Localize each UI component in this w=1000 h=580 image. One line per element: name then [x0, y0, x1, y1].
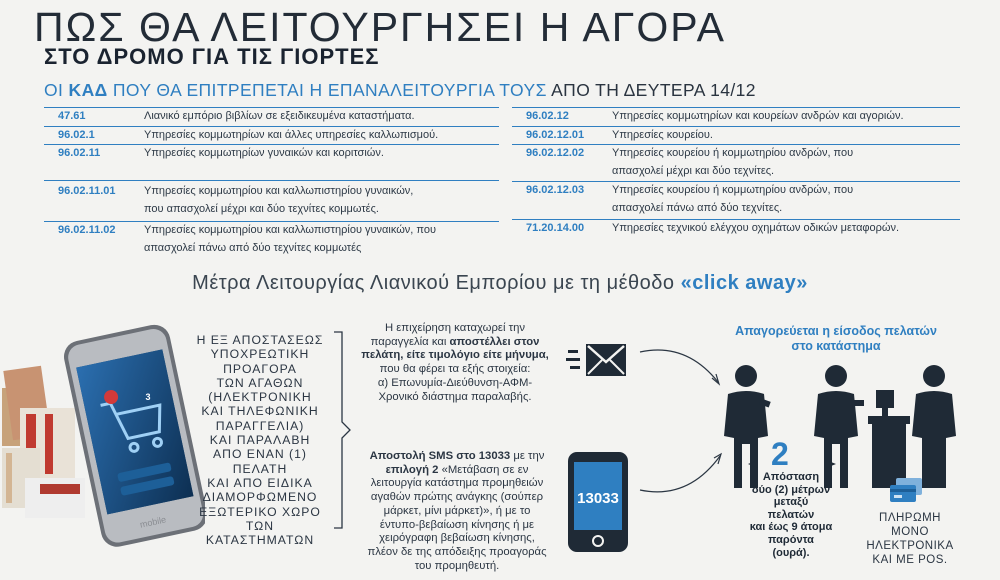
kad-description: Υπηρεσίες κομμωτηρίων γυναικών και κοριτσιών.	[144, 147, 384, 159]
kad-heading-bold: ΚΑΔ	[68, 80, 108, 100]
kad-code: 96.02.12.02	[526, 147, 585, 159]
kad-description: Υπηρεσίες τεχνικού ελέγχου οχημάτων οδικών μεταφορών.	[612, 222, 900, 234]
kad-description: Υπηρεσίες κομμωτηρίων και κουρείων ανδρών και αγοριών.	[612, 110, 904, 122]
kad-description: Υπηρεσίες κομμωτηρίου και καλλωπιστηρίου γυναικών, που απασχολεί μέχρι και δύο τεχνίτες κομμωτές.	[144, 185, 414, 215]
table-row	[512, 220, 960, 238]
kad-code: 96.02.12.03	[526, 184, 585, 196]
table-row	[44, 108, 499, 127]
table-row	[44, 145, 499, 181]
cart-badge-count: 3	[145, 392, 151, 402]
kad-code: 96.02.1	[58, 128, 95, 141]
phone-brand: mobile	[138, 514, 167, 530]
table-row	[512, 108, 960, 127]
table-row	[44, 181, 499, 222]
left-info-text: Η ΕΞ ΑΠΟΣΤΑΣΕΩΣ ΥΠΟΧΡΕΩΤΙΚΗ ΠΡΟΑΓΟΡΑ ΤΩΝ ΑΓΑΘΩΝ (ΗΛΕΚΤΡΟΝΙΚΗ ΚΑΙ ΤΗΛΕΦΩΝΙΚΗ ΠΑΡΑΓΓΕΛΙΑ) ΚΑΙ ΠΑΡΑΛΑΒΗ ΑΠΟ ΕΝΑΝ (1) ΠΕΛΑΤΗ ΚΑΙ ΑΠΟ ΕΙΔΙΚΑ ΔΙΑΜΟΡΦΩΜΕΝΟ ΕΞΩΤΕΡΙΚΟ ΧΩΡΟ ΤΩΝ ΚΑΤΑΣΤΗΜΑΤΩΝ	[196, 333, 324, 548]
kad-description: Υπηρεσίες κομμωτηρίου και καλλωπιστηρίου γυναικών, που απασχολεί πάνω από δύο τεχνίτες κομμωτές	[144, 224, 436, 254]
kad-heading	[44, 80, 756, 101]
kad-table-left	[44, 107, 499, 257]
kad-heading-prefix: ΟΙ	[44, 80, 64, 100]
table-row	[44, 127, 499, 146]
person-icon	[912, 365, 956, 488]
payment-info: ΠΛΗΡΩΜΗ ΜΟΝΟ ΗΛΕΚΤΡΟΝΙΚΑ ΚΑΙ ΜΕ POS.	[866, 512, 954, 566]
kad-heading-suffix: ΑΠΟ ΤΗ ΔΕΥΤΕΡΑ 14/12	[551, 80, 756, 100]
click-away-heading-text: Μέτρα Λειτουργίας Λιανικού Εμπορίου με τη μέθοδο	[192, 272, 675, 294]
person-icon	[814, 365, 864, 488]
table-row	[512, 182, 960, 220]
kad-code: 96.02.11.02	[58, 224, 116, 236]
kad-description: Υπηρεσίες κουρείου.	[612, 128, 713, 141]
table-row	[512, 127, 960, 146]
kad-code: 71.20.14.00	[526, 222, 585, 234]
order-process-text: Η επιχείρηση καταχωρεί την παραγγελία και αποστέλλει στον πελάτη, είτε τιμολόγιο είτε μήνυμα, που θα φέρει τα εξής στοιχεία: α) Επωνυμία-Διεύθυνση-ΑΦΜ- Χρονικό διάστημα παραλαβής.	[361, 322, 549, 403]
distance-number: 2	[771, 436, 789, 472]
sms-number: 13033	[577, 490, 619, 507]
kad-description: Υπηρεσίες κουρείου ή κομμωτηρίου ανδρών, που απασχολεί μέχρι και δύο τεχνίτες.	[612, 147, 854, 177]
page-subtitle: ΣΤΟ ΔΡΟΜΟ ΓΙΑ ΤΙΣ ΓΙΟΡΤΕΣ	[44, 44, 380, 69]
person-icon	[724, 365, 771, 488]
kad-table-right	[512, 107, 960, 238]
credit-card-icon	[888, 476, 924, 506]
kad-code: 47.61	[58, 110, 86, 122]
kad-code: 96.02.11.01	[58, 185, 116, 197]
table-row	[44, 222, 499, 257]
kad-code: 96.02.12	[526, 110, 569, 122]
kad-description: Υπηρεσίες κομμωτηρίων και άλλες υπηρεσίες καλλωπισμού.	[144, 128, 439, 141]
kad-description: Λιανικό εμπόριο βιβλίων σε εξειδικευμένα καταστήματα.	[144, 110, 415, 122]
kad-description: Υπηρεσίες κουρείου ή κομμωτηρίου ανδρών, που απασχολεί πάνω από δύο τεχνίτες.	[612, 184, 854, 214]
phone-shopping-illustration	[0, 318, 205, 550]
kad-heading-middle: ΠΟΥ ΘΑ ΕΠΙΤΡΕΠΕΤΑΙ Η ΕΠΑΝΑΛΕΙΤΟΥΡΓΙΑ ΤΟΥΣ	[112, 80, 547, 100]
sms-phone-icon	[566, 450, 632, 554]
distance-text: Απόσταση δύο (2) μέτρων μεταξύ πελατών και έως 9 άτομα παρόντα (ουρά).	[749, 471, 833, 559]
click-away-heading	[0, 272, 1000, 295]
click-away-heading-bold: «click away»	[680, 272, 808, 294]
mail-icon	[566, 340, 630, 384]
cash-register-icon	[868, 390, 910, 488]
no-entry-notice: Απαγορεύεται η είσοδος πελατών στο κατάστημα	[735, 324, 937, 353]
kad-code: 96.02.12.01	[526, 128, 585, 141]
table-row	[512, 145, 960, 182]
kad-code: 96.02.11	[58, 147, 101, 159]
page-title: ΠΩΣ ΘΑ ΛΕΙΤΟΥΡΓΗΣΕΙ Η ΑΓΟΡΑ	[34, 4, 726, 50]
sms-instructions-text: Αποστολή SMS στο 13033 με την επιλογή 2 «Μετάβαση σε εν λειτουργία κατάστημα προμηθειών αγαθών πρώτης ανάγκης (σούπερ μάρκετ, μίνι μάρκετ)», ή με το έντυπο-βεβαίωση κίνησης ή με χειρόγραφη βεβαίωση κίνησης, πλέον δε της απόδειξης προαγοράς του προμηθευτή.	[367, 450, 547, 572]
